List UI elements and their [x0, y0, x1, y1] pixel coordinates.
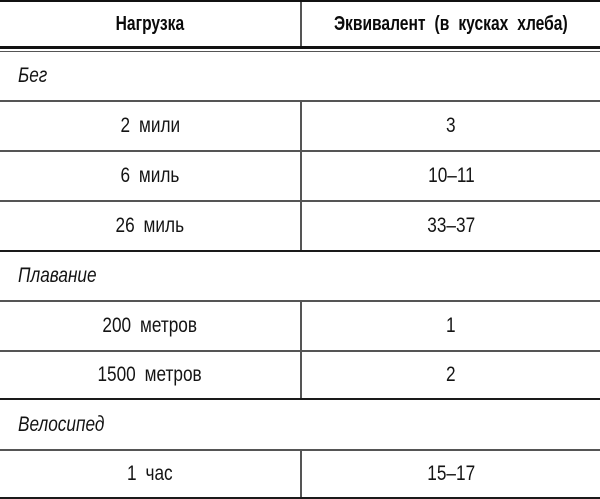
- equivalent-cell: [302, 451, 600, 497]
- section-row-cycling: [0, 400, 600, 449]
- section-row-swimming: [0, 252, 600, 300]
- load-cell: [0, 302, 300, 350]
- section-title: Велосипед: [18, 412, 105, 436]
- equivalent-cell: [302, 102, 600, 150]
- load-cell: [0, 202, 300, 250]
- header-cell-equivalent: [302, 2, 600, 46]
- load-value: 2 мили: [120, 114, 180, 137]
- equivalent-cell: [302, 302, 600, 350]
- equivalent-value: 15–17: [427, 462, 475, 485]
- load-cell: [0, 352, 300, 398]
- equivalent-cell: [302, 152, 600, 200]
- section-row-running: [0, 52, 600, 100]
- header-cell-load: [0, 2, 300, 46]
- load-value: 1500 метров: [97, 363, 203, 386]
- header-equivalent-label: Эквивалент (в кусках хлеба): [334, 12, 568, 35]
- header-load-label: Нагрузка: [115, 12, 185, 35]
- section-title-cell: [18, 252, 114, 300]
- section-title: Плавание: [18, 264, 97, 287]
- load-cell: [0, 451, 300, 497]
- equivalent-value: 2: [446, 363, 456, 386]
- equivalent-value: 3: [446, 114, 456, 137]
- load-value: 200 метров: [102, 314, 198, 337]
- section-title-cell: [18, 400, 123, 449]
- load-cell: [0, 152, 300, 200]
- column-divider: [300, 449, 302, 497]
- equivalent-cell: [302, 202, 600, 250]
- column-divider: [300, 100, 302, 250]
- header-rule-thick: [0, 46, 600, 49]
- column-divider: [300, 2, 302, 46]
- load-value: 26 миль: [115, 214, 185, 237]
- equivalent-value: 1: [446, 314, 456, 337]
- load-value: 1 час: [127, 462, 173, 485]
- column-divider: [300, 300, 302, 398]
- equivalent-value: 10–11: [427, 164, 475, 187]
- load-value: 6 миль: [120, 164, 180, 187]
- equivalent-cell: [302, 352, 600, 398]
- equivalent-value: 33–37: [427, 214, 475, 237]
- section-title: Бег: [18, 64, 48, 87]
- load-cell: [0, 102, 300, 150]
- section-title-cell: [18, 52, 54, 100]
